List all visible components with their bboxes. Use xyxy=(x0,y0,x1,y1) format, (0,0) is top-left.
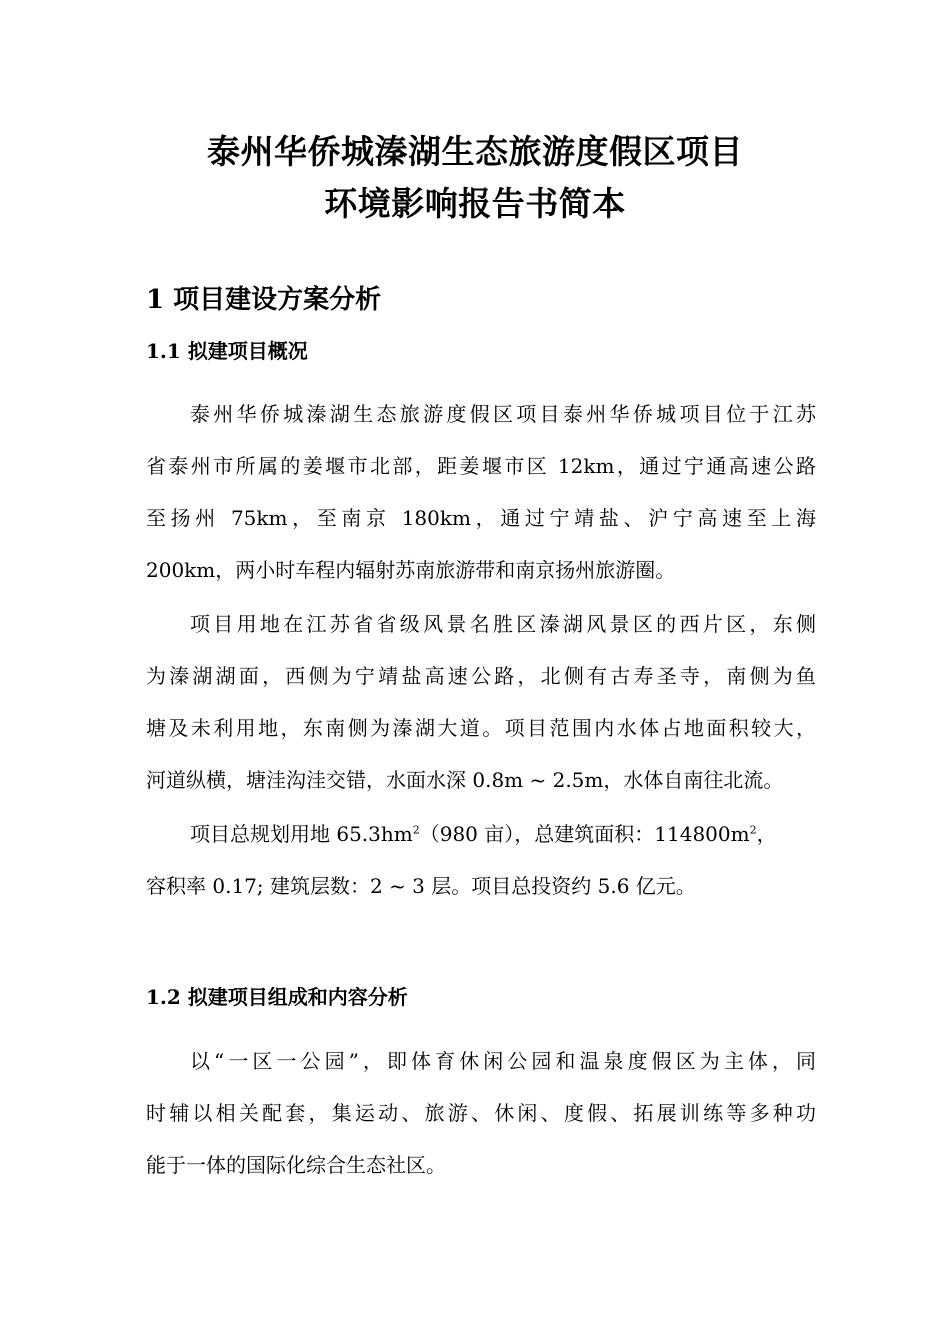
document-title-line-2: 环境影响报告书简本 xyxy=(324,184,626,223)
paragraph-line: 省泰州市所属的姜堰市北部，距姜堰市区 12km，通过宁通高速公路 xyxy=(146,454,816,478)
subsection-1-2-heading: 1.2 拟建项目组成和内容分析 xyxy=(146,985,408,1009)
text-fragment: 项目总规划用地 65.3hm xyxy=(190,822,413,846)
paragraph-project-site xyxy=(146,598,816,806)
subsection-1-1-heading: 1.1 拟建项目概况 xyxy=(146,339,308,363)
document-title-line-1: 泰州华侨城溱湖生态旅游度假区项目 xyxy=(207,132,743,171)
superscript: 2 xyxy=(749,823,757,837)
paragraph-project-location xyxy=(146,388,816,596)
paragraph-line: 项目用地在江苏省省级风景名胜区溱湖风景区的西片区，东侧 xyxy=(190,612,816,636)
paragraph-project-scale xyxy=(146,808,816,912)
paragraph-line: 能于一体的国际化综合生态社区。 xyxy=(146,1153,446,1177)
paragraph-line: 塘及未利用地，东南侧为溱湖大道。项目范围内水体占地面积较大， xyxy=(146,716,816,740)
text-fragment: ， xyxy=(756,822,777,846)
paragraph-line: 容积率 0.17; 建筑层数：2 ~ 3 层。项目总投资约 5.6 亿元。 xyxy=(146,874,696,898)
superscript: 2 xyxy=(412,823,420,837)
paragraph-line: 时辅以相关配套，集运动、旅游、休闲、度假、拓展训练等多种功 xyxy=(146,1101,816,1125)
paragraph-line: 以“一区一公园”，即体育休闲公园和温泉度假区为主体，同 xyxy=(190,1049,816,1073)
paragraph-project-composition xyxy=(146,1035,816,1191)
paragraph-line: 至扬州 75km，至南京 180km，通过宁靖盐、沪宁高速至上海 xyxy=(146,506,816,530)
paragraph-line: 为溱湖湖面，西侧为宁靖盐高速公路，北侧有古寿圣寺，南侧为鱼 xyxy=(146,664,816,688)
paragraph-line: 河道纵横，塘洼沟洼交错，水面水深 0.8m ~ 2.5m，水体自南往北流。 xyxy=(146,768,784,792)
paragraph-line xyxy=(146,808,816,860)
section-1-heading: 1 项目建设方案分析 xyxy=(146,285,382,315)
paragraph-line: 200km，两小时车程内辐射苏南旅游带和南京扬州旅游圈。 xyxy=(146,558,676,582)
paragraph-line: 泰州华侨城溱湖生态旅游度假区项目泰州华侨城项目位于江苏 xyxy=(190,402,816,426)
text-fragment: （980 亩），总建筑面积：114800m xyxy=(419,822,750,846)
